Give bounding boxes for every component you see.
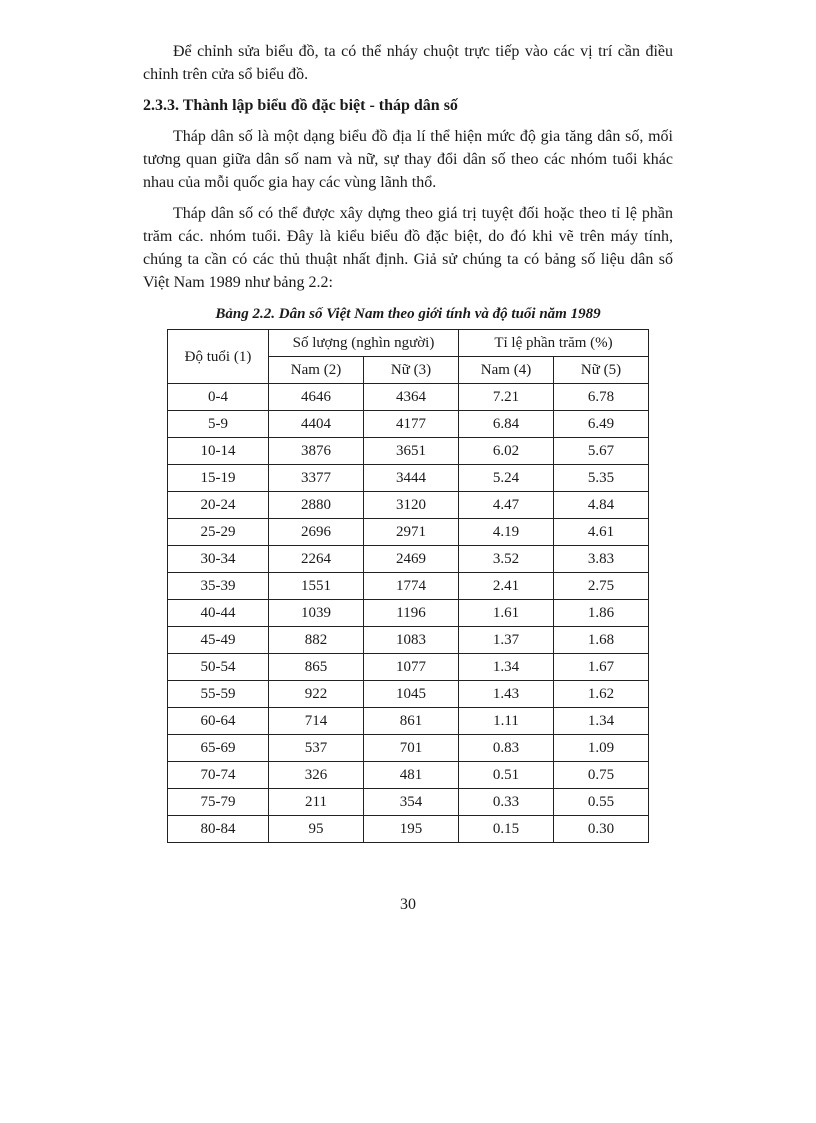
cell-male-percent: 6.02: [459, 438, 554, 465]
cell-female-percent: 3.83: [554, 546, 649, 573]
cell-female-percent: 1.68: [554, 627, 649, 654]
cell-age-group: 25-29: [168, 519, 269, 546]
cell-male-percent: 3.52: [459, 546, 554, 573]
cell-female-count: 1196: [364, 600, 459, 627]
cell-female-percent: 2.75: [554, 573, 649, 600]
cell-age-group: 70-74: [168, 762, 269, 789]
header-female-percent: Nữ (5): [554, 357, 649, 384]
cell-female-count: 354: [364, 789, 459, 816]
cell-female-percent: 0.55: [554, 789, 649, 816]
cell-male-count: 3876: [269, 438, 364, 465]
cell-male-percent: 7.21: [459, 384, 554, 411]
cell-age-group: 50-54: [168, 654, 269, 681]
cell-age-group: 55-59: [168, 681, 269, 708]
cell-male-count: 922: [269, 681, 364, 708]
cell-age-group: 60-64: [168, 708, 269, 735]
table-row: [168, 438, 649, 465]
cell-male-percent: 0.33: [459, 789, 554, 816]
cell-age-group: 0-4: [168, 384, 269, 411]
table-row: [168, 654, 649, 681]
cell-female-count: 1774: [364, 573, 459, 600]
header-male-percent: Nam (4): [459, 357, 554, 384]
cell-male-percent: 0.83: [459, 735, 554, 762]
cell-female-count: 1077: [364, 654, 459, 681]
cell-female-percent: 5.67: [554, 438, 649, 465]
cell-age-group: 80-84: [168, 816, 269, 843]
table-row: [168, 573, 649, 600]
section-heading: 2.3.3. Thành lập biểu đồ đặc biệt - tháp dân số: [143, 97, 458, 114]
intro-paragraph: Để chỉnh sửa biểu đồ, ta có thể nháy chuột trực tiếp vào các vị trí cần điều chỉnh trên cửa sổ biểu đồ.: [143, 43, 673, 83]
cell-female-count: 4364: [364, 384, 459, 411]
body-paragraph-2: Tháp dân số có thể được xây dựng theo giá trị tuyệt đối hoặc theo tỉ lệ phần trăm các. nhóm tuổi. Đây là kiểu biểu đồ đặc biệt, do đó khi vẽ trên máy tính, chúng ta cần có các thủ thuật nhất định. Giả sử chúng ta có bảng số liệu dân số Việt Nam 1989 như bảng 2.2:: [143, 205, 673, 291]
cell-female-percent: 1.34: [554, 708, 649, 735]
cell-male-percent: 1.11: [459, 708, 554, 735]
header-male-count: Nam (2): [269, 357, 364, 384]
cell-female-percent: 1.09: [554, 735, 649, 762]
cell-male-count: 1039: [269, 600, 364, 627]
cell-male-percent: 6.84: [459, 411, 554, 438]
cell-female-count: 4177: [364, 411, 459, 438]
cell-age-group: 45-49: [168, 627, 269, 654]
page-content: [143, 40, 673, 843]
cell-male-count: 3377: [269, 465, 364, 492]
cell-age-group: 65-69: [168, 735, 269, 762]
cell-male-count: 537: [269, 735, 364, 762]
body-paragraph-1: Tháp dân số là một dạng biểu đồ địa lí thể hiện mức độ gia tăng dân số, mối tương quan giữa dân số nam và nữ, sự thay đổi dân số theo các nhóm tuổi khác nhau của mỗi quốc gia hay các vùng lãnh thổ.: [143, 128, 673, 191]
table-row: [168, 627, 649, 654]
cell-male-count: 1551: [269, 573, 364, 600]
cell-male-percent: 2.41: [459, 573, 554, 600]
cell-age-group: 15-19: [168, 465, 269, 492]
table-row: [168, 492, 649, 519]
cell-age-group: 40-44: [168, 600, 269, 627]
cell-female-count: 195: [364, 816, 459, 843]
cell-male-count: 882: [269, 627, 364, 654]
cell-female-count: 2469: [364, 546, 459, 573]
cell-age-group: 20-24: [168, 492, 269, 519]
header-count-group: Số lượng (nghìn người): [269, 330, 459, 357]
cell-age-group: 10-14: [168, 438, 269, 465]
table-row: [168, 816, 649, 843]
table-row: [168, 762, 649, 789]
cell-male-count: 865: [269, 654, 364, 681]
table-row: [168, 546, 649, 573]
cell-male-percent: 1.34: [459, 654, 554, 681]
cell-male-percent: 4.47: [459, 492, 554, 519]
table-row: [168, 789, 649, 816]
cell-age-group: 35-39: [168, 573, 269, 600]
cell-female-count: 3120: [364, 492, 459, 519]
header-female-count: Nữ (3): [364, 357, 459, 384]
page-number: 30: [400, 896, 416, 913]
table-header-row: [168, 330, 649, 357]
cell-age-group: 5-9: [168, 411, 269, 438]
population-table: [167, 329, 649, 843]
table-row: [168, 465, 649, 492]
table-body: [168, 384, 649, 843]
cell-male-percent: 4.19: [459, 519, 554, 546]
cell-female-percent: 6.49: [554, 411, 649, 438]
table-row: [168, 681, 649, 708]
cell-female-count: 861: [364, 708, 459, 735]
cell-male-count: 2264: [269, 546, 364, 573]
cell-male-percent: 1.37: [459, 627, 554, 654]
cell-female-count: 2971: [364, 519, 459, 546]
cell-female-count: 1045: [364, 681, 459, 708]
cell-age-group: 30-34: [168, 546, 269, 573]
cell-male-percent: 0.51: [459, 762, 554, 789]
cell-female-percent: 0.75: [554, 762, 649, 789]
cell-male-count: 2880: [269, 492, 364, 519]
cell-male-count: 2696: [269, 519, 364, 546]
table-row: [168, 735, 649, 762]
cell-female-percent: 4.61: [554, 519, 649, 546]
table-row: [168, 600, 649, 627]
cell-male-percent: 5.24: [459, 465, 554, 492]
cell-female-percent: 1.86: [554, 600, 649, 627]
cell-female-count: 481: [364, 762, 459, 789]
cell-female-percent: 6.78: [554, 384, 649, 411]
header-percent-group: Tỉ lệ phần trăm (%): [459, 330, 649, 357]
cell-male-count: 4404: [269, 411, 364, 438]
table-row: [168, 384, 649, 411]
cell-female-count: 701: [364, 735, 459, 762]
cell-male-percent: 1.61: [459, 600, 554, 627]
cell-male-count: 326: [269, 762, 364, 789]
cell-female-count: 1083: [364, 627, 459, 654]
cell-female-percent: 1.67: [554, 654, 649, 681]
cell-male-percent: 1.43: [459, 681, 554, 708]
table-row: [168, 519, 649, 546]
table-row: [168, 411, 649, 438]
cell-female-percent: 4.84: [554, 492, 649, 519]
cell-male-count: 211: [269, 789, 364, 816]
table-row: [168, 708, 649, 735]
cell-female-percent: 5.35: [554, 465, 649, 492]
cell-male-count: 95: [269, 816, 364, 843]
cell-male-count: 714: [269, 708, 364, 735]
cell-female-percent: 1.62: [554, 681, 649, 708]
cell-male-percent: 0.15: [459, 816, 554, 843]
table-caption: Bảng 2.2. Dân số Việt Nam theo giới tính và độ tuổi năm 1989: [215, 306, 601, 322]
cell-female-percent: 0.30: [554, 816, 649, 843]
header-age: Độ tuổi (1): [168, 330, 269, 384]
cell-age-group: 75-79: [168, 789, 269, 816]
cell-female-count: 3444: [364, 465, 459, 492]
cell-male-count: 4646: [269, 384, 364, 411]
cell-female-count: 3651: [364, 438, 459, 465]
